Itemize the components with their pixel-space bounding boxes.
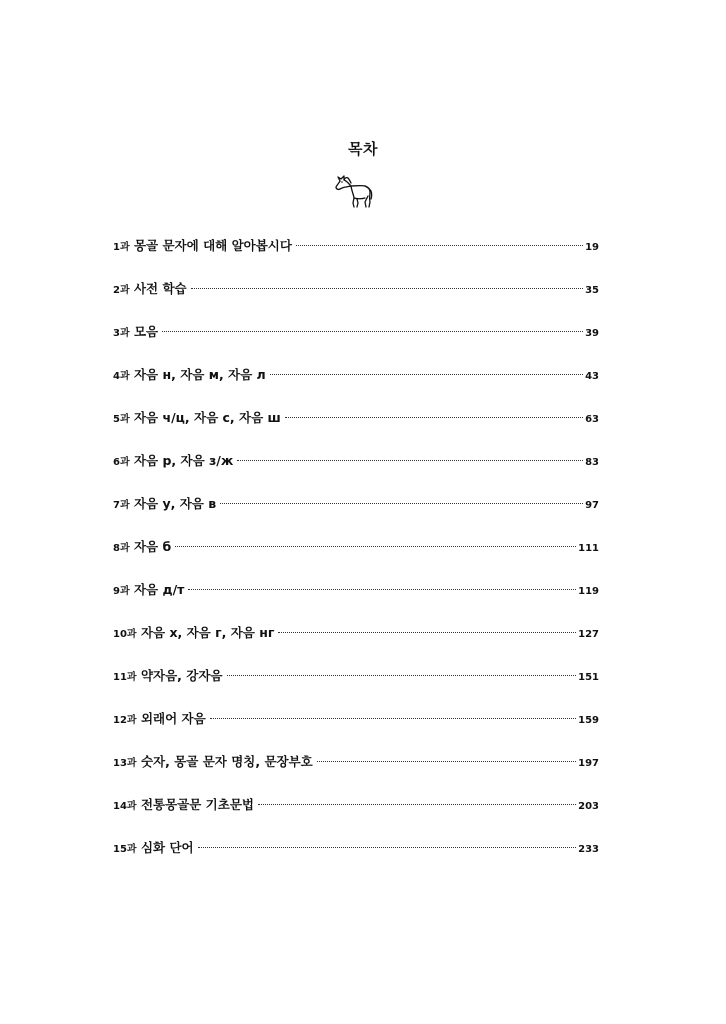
dot-leader — [220, 502, 583, 504]
toc-entry[interactable] — [113, 279, 599, 322]
toc-entry-label — [113, 752, 313, 774]
toc-entry-title: 자음 ч/ц, 자음 с, 자음 ш — [133, 410, 281, 425]
toc-entry-label — [113, 580, 184, 602]
toc-entry-number: 8과 — [113, 543, 130, 554]
toc-entry-page: 39 — [585, 328, 599, 339]
dot-leader — [317, 760, 576, 762]
dot-leader — [188, 588, 576, 590]
dot-leader — [258, 803, 576, 805]
dot-leader — [162, 330, 583, 332]
toc-entry-page: 35 — [585, 285, 599, 296]
toc-entry-label — [113, 279, 187, 301]
toc-entry-title: 외래어 자음 — [140, 711, 206, 726]
toc-entry-label — [113, 623, 274, 645]
toc-entry-page: 197 — [578, 758, 599, 769]
dot-leader — [285, 416, 583, 418]
toc-entry-number: 7과 — [113, 500, 130, 511]
toc-entry-label — [113, 408, 281, 430]
dot-leader — [278, 631, 576, 633]
toc-entry-page: 233 — [578, 844, 599, 855]
toc-entry-number: 14과 — [113, 801, 137, 812]
toc-entry[interactable] — [113, 838, 599, 881]
dot-leader — [210, 717, 576, 719]
dot-leader — [270, 373, 583, 375]
toc-entry-title: 심화 단어 — [140, 840, 194, 855]
toc-entry-number: 13과 — [113, 758, 137, 769]
toc-entry[interactable] — [113, 537, 599, 580]
toc-entry-label — [113, 494, 216, 516]
toc-entry-page: 63 — [585, 414, 599, 425]
toc-entry-title: 자음 н, 자음 м, 자음 л — [133, 367, 266, 382]
toc-entry-title: 자음 у, 자음 в — [133, 496, 217, 511]
toc-entry-label — [113, 795, 254, 817]
dot-leader — [198, 846, 577, 848]
toc-entry-number: 4과 — [113, 371, 130, 382]
toc-entry[interactable] — [113, 451, 599, 494]
toc-entry[interactable] — [113, 623, 599, 666]
toc-entry-number: 6과 — [113, 457, 130, 468]
toc-entry[interactable] — [113, 365, 599, 408]
toc-entry-title: 숫자, 몽골 문자 명칭, 문장부호 — [140, 754, 313, 769]
toc-entry-title: 모음 — [133, 324, 159, 339]
toc-entry-title: 사전 학습 — [133, 281, 187, 296]
toc-entry-label — [113, 451, 233, 473]
toc-entry[interactable] — [113, 709, 599, 752]
dot-leader — [227, 674, 577, 676]
toc-entry-number: 5과 — [113, 414, 130, 425]
dot-leader — [175, 545, 576, 547]
toc-entry-title: 약자음, 강자음 — [140, 668, 223, 683]
toc-entry-title: 자음 б — [133, 539, 172, 554]
toc-entry-number: 2과 — [113, 285, 130, 296]
toc-entry-number: 3과 — [113, 328, 130, 339]
toc-entry-number: 11과 — [113, 672, 137, 683]
horse-icon — [334, 172, 374, 210]
toc-entry[interactable] — [113, 752, 599, 795]
toc-entry[interactable] — [113, 236, 599, 279]
toc-entry-page: 19 — [585, 242, 599, 253]
toc-entry-number: 10과 — [113, 629, 137, 640]
toc-entry-number: 1과 — [113, 242, 130, 253]
toc-entry[interactable] — [113, 322, 599, 365]
toc-entry-label — [113, 709, 206, 731]
dot-leader — [191, 287, 583, 289]
dot-leader — [237, 459, 583, 461]
toc-entry-page: 83 — [585, 457, 599, 468]
toc-entry-number: 9과 — [113, 586, 130, 597]
toc-entry-title: 자음 х, 자음 г, 자음 нг — [140, 625, 275, 640]
toc-entry-label — [113, 365, 266, 387]
toc-entry-label — [113, 537, 171, 559]
toc-entry-number: 12과 — [113, 715, 137, 726]
toc-entry-label — [113, 322, 158, 344]
toc-entry-title: 자음 р, 자음 з/ж — [133, 453, 234, 468]
toc-entry-label — [113, 666, 223, 688]
toc-entry-label — [113, 838, 194, 860]
toc-entry-number: 15과 — [113, 844, 137, 855]
toc-entry-label — [113, 236, 292, 258]
toc-entry-title: 자음 д/т — [133, 582, 185, 597]
toc-entry[interactable] — [113, 408, 599, 451]
toc-entry-title: 몽골 문자에 대해 알아봅시다 — [133, 238, 292, 253]
toc-entry-page: 203 — [578, 801, 599, 812]
toc-entry-page: 159 — [578, 715, 599, 726]
toc-entry-title: 전통몽골문 기초문법 — [140, 797, 254, 812]
toc-entry[interactable] — [113, 580, 599, 623]
toc-entry-page: 119 — [578, 586, 599, 597]
page-title: 목차 — [348, 140, 378, 158]
toc-entry[interactable] — [113, 494, 599, 537]
toc-entry[interactable] — [113, 795, 599, 838]
toc-entry-page: 97 — [585, 500, 599, 511]
toc-entry-page: 127 — [578, 629, 599, 640]
toc-entry-page: 43 — [585, 371, 599, 382]
toc-entry[interactable] — [113, 666, 599, 709]
toc-entry-page: 111 — [578, 543, 599, 554]
toc-entry-page: 151 — [578, 672, 599, 683]
toc-list — [113, 236, 599, 881]
dot-leader — [296, 244, 583, 246]
